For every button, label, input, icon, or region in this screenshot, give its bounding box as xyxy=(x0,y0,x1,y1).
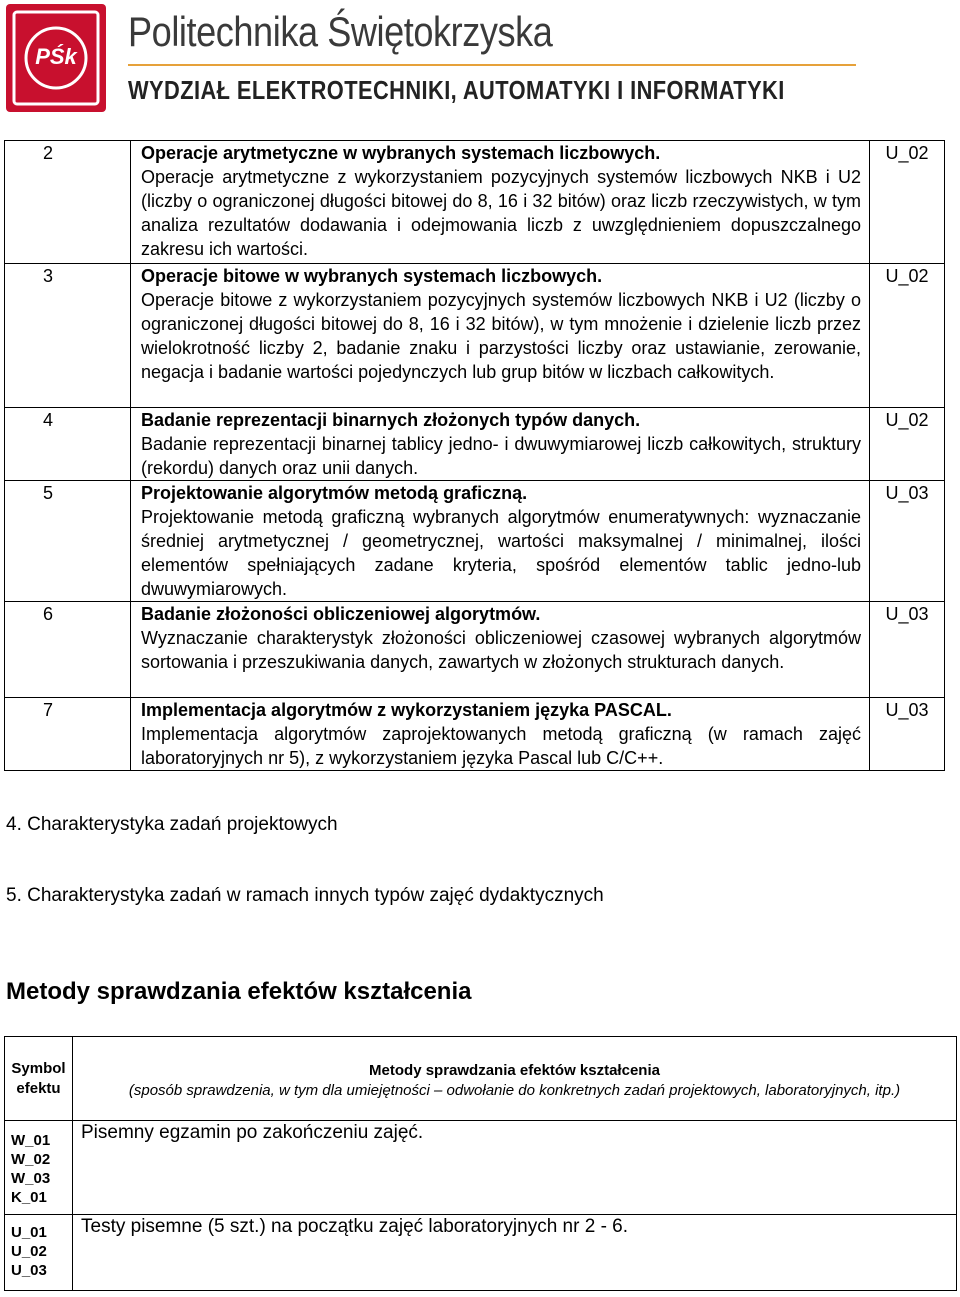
topic-effect-code: U_02 xyxy=(870,264,945,408)
topic-body: Wyznaczanie charakterystyk złożoności obliczeniowej czasowej wybranych algorytmów sortowania i przeszukiwania danych, zawartych w złożonych strukturach danych. xyxy=(141,628,861,672)
topic-effect-code: U_03 xyxy=(870,602,945,698)
effect-symbol: U_01 xyxy=(11,1224,47,1241)
methods-header-note: (sposób sprawdzenia, w tym dla umiejętności – odwołanie do konkretnych zadań projektowych, laboratoryjnych, itp.) xyxy=(128,1082,901,1099)
logo-text: PŚk xyxy=(35,44,77,69)
topic-title: Operacje bitowe w wybranych systemach liczbowych. xyxy=(141,266,603,286)
table-header-row xyxy=(5,1037,957,1121)
method-description: Testy pisemne (5 szt.) na początku zajęć laboratoryjnych nr 2 - 6. xyxy=(73,1215,957,1291)
table-row xyxy=(5,408,945,481)
topic-body: Projektowanie metodą graficzną wybranych algorytmów enumeratywnych: wyznaczanie średniej arytmetycznej / geometrycznej, wartości maksymalnej / minimalnej, ilości elementów spełniających zadane kryteria, spośród elementów tablic jedno-lub dwuwymiarowych. xyxy=(141,507,861,599)
topic-effect-code: U_02 xyxy=(870,141,945,264)
topic-title: Projektowanie algorytmów metodą graficzną. xyxy=(141,483,528,503)
effect-symbol: W_03 xyxy=(11,1170,51,1187)
topic-body: Operacje arytmetyczne z wykorzystaniem pozycyjnych systemów liczbowych NKB i U2 (liczby o ograniczonej długości bitowej do 8, 16 i 32 bitów) oraz liczb rzeczywistych, w tym analiza rezultatów dodawania i odejmowania liczb z uwzględnieniem dopuszczalnego zakresu ich wartości. xyxy=(141,167,861,259)
table-row xyxy=(5,602,945,698)
table-row xyxy=(5,141,945,264)
topic-number: 2 xyxy=(5,141,131,264)
topic-number: 4 xyxy=(5,408,131,481)
topic-effect-code: U_03 xyxy=(870,698,945,771)
topic-number: 3 xyxy=(5,264,131,408)
page-header xyxy=(0,0,960,118)
effect-symbol: W_01 xyxy=(11,1132,51,1149)
effect-symbols-cell xyxy=(5,1121,73,1215)
symbol-column-header xyxy=(5,1037,73,1121)
symbol-header-line: Symbol xyxy=(11,1060,66,1077)
topic-description xyxy=(131,141,870,264)
topic-description xyxy=(131,698,870,771)
table-row xyxy=(5,698,945,771)
method-description: Pisemny egzamin po zakończeniu zajęć. xyxy=(73,1121,957,1215)
topics-table xyxy=(4,140,945,771)
methods-column-header xyxy=(73,1037,957,1121)
topic-title: Implementacja algorytmów z wykorzystaniem języka PASCAL. xyxy=(141,700,672,720)
header-divider xyxy=(128,64,856,66)
topic-effect-code: U_02 xyxy=(870,408,945,481)
table-row xyxy=(5,481,945,602)
effect-symbol: U_02 xyxy=(11,1243,47,1260)
topic-description xyxy=(131,481,870,602)
university-logo xyxy=(6,4,106,112)
university-name: Politechnika Świętokrzyska xyxy=(128,8,553,55)
effect-symbol: K_01 xyxy=(11,1189,47,1206)
topic-body: Operacje bitowe z wykorzystaniem pozycyjnych systemów liczbowych NKB i U2 (liczby o ograniczonej długości bitowej do 8, 16 i 32 bitów), w tym mnożenie i dzielenie liczb przez wielokrotność liczby 2, badanie znaku i parzystości liczby oraz ustawianie, zerowanie, negacja i badanie wartości pojedynczych lub grup bitów w liczbach całkowitych. xyxy=(141,290,861,382)
topic-title: Badanie reprezentacji binarnych złożonych typów danych. xyxy=(141,410,641,430)
methods-heading: Metody sprawdzania efektów kształcenia xyxy=(6,978,472,1005)
effect-symbol: W_02 xyxy=(11,1151,51,1168)
topic-number: 5 xyxy=(5,481,131,602)
symbol-header-line: efektu xyxy=(16,1080,61,1097)
methods-table xyxy=(4,1036,957,1291)
effect-symbol: U_03 xyxy=(11,1262,47,1279)
topic-description xyxy=(131,602,870,698)
topic-number: 6 xyxy=(5,602,131,698)
topic-title: Operacje arytmetyczne w wybranych systemach liczbowych. xyxy=(141,143,661,163)
topic-title: Badanie złożoności obliczeniowej algorytmów. xyxy=(141,604,541,624)
faculty-name: WYDZIAŁ ELEKTROTECHNIKI, AUTOMATYKI I INFORMATYKI xyxy=(128,75,785,105)
topic-body: Badanie reprezentacji binarnej tablicy jedno- i dwuwymiarowej liczb całkowitych, struktury (rekordu) danych oraz unii danych. xyxy=(141,434,861,478)
topic-number: 7 xyxy=(5,698,131,771)
topic-effect-code: U_03 xyxy=(870,481,945,602)
topic-description xyxy=(131,408,870,481)
table-row xyxy=(5,1215,957,1291)
methods-header-title: Metody sprawdzania efektów kształcenia xyxy=(369,1062,660,1079)
table-row xyxy=(5,1121,957,1215)
section-heading-other-classes: 5. Charakterystyka zadań w ramach innych typów zajęć dydaktycznych xyxy=(6,885,604,906)
section-heading-projects: 4. Charakterystyka zadań projektowych xyxy=(6,814,338,835)
topic-description xyxy=(131,264,870,408)
table-row xyxy=(5,264,945,408)
topic-body: Implementacja algorytmów zaprojektowanych metodą graficzną (w ramach zajęć laboratoryjnych nr 5), z wykorzystaniem języka Pascal lub C/C++. xyxy=(141,724,861,768)
effect-symbols-cell xyxy=(5,1215,73,1291)
